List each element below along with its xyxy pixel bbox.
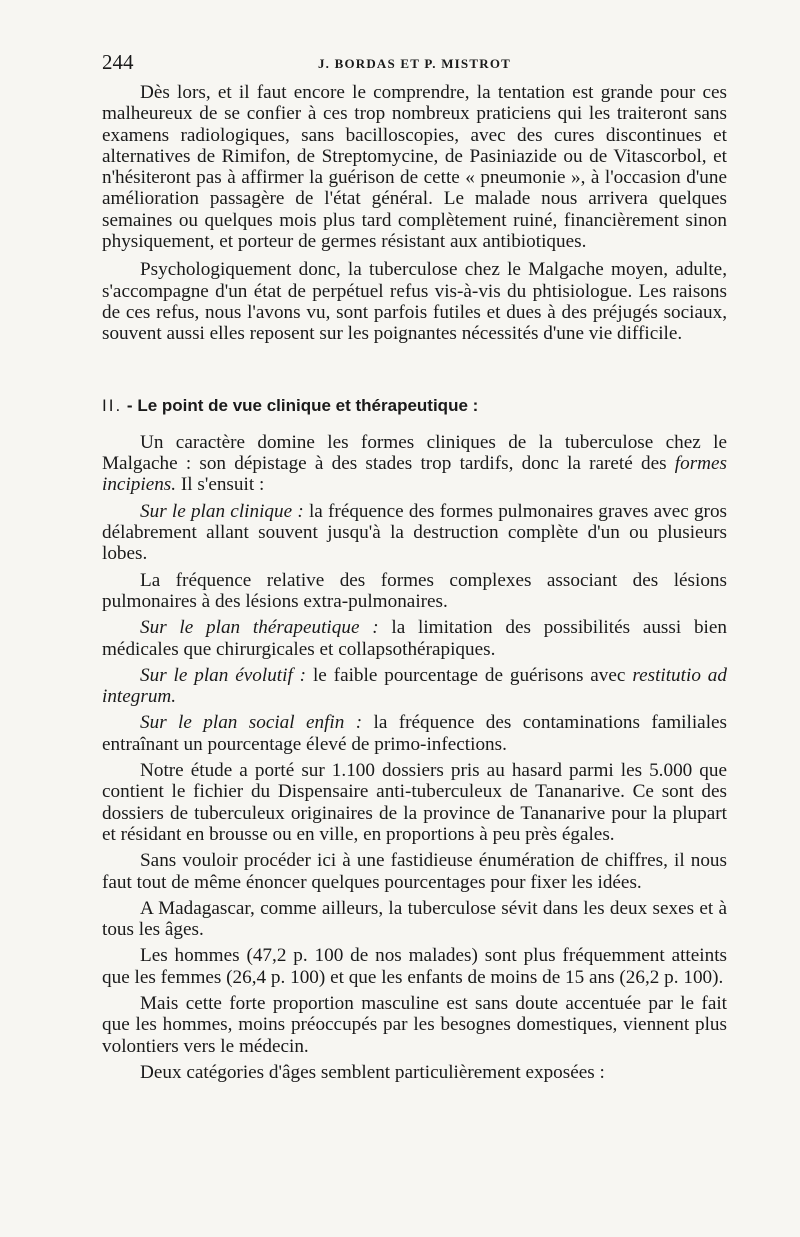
italic-run: Sur le plan clinique :: [140, 500, 304, 522]
italic-run: Sur le plan social enfin :: [140, 712, 363, 734]
page: [102, 50, 727, 1083]
section-paragraph-1: [102, 432, 727, 496]
section-paragraph-9: A Madagascar, comme ailleurs, la tuberculose sévit dans les deux sexes et à tous les âges.: [102, 897, 727, 941]
section-dash: -: [126, 395, 133, 415]
page-header: [102, 50, 727, 82]
section-paragraph-7: Notre étude a porté sur 1.100 dossiers pris au hasard parmi les 5.000 que contient le fichier du Dispensaire anti-tuberculeux de Tananarive. Ce sont des dossiers de tuberculeux originaires de la province de Tananarive pour la plupart et résidant en brousse ou en ville, en proportions à peu près égales.: [102, 760, 727, 845]
text-run: la fréquence des contaminations familiales entraînant un pourcentage élevé de primo-infections.: [102, 712, 728, 755]
section-paragraph-4: [102, 617, 727, 660]
paragraph-1: Dès lors, et il faut encore le comprendre, la tentation est grande pour ces malheureux de se confier à ces trop nombreux praticiens qui les traiteront sans examens radiologiques, sans bacilloscopies, avec des cures discontinues et alternatives de Rimifon, de Streptomycine, de Pasiniazide ou de Vitascorbol, et n'hésiteront pas à affirmer la guérison de cette « pneumonie », à l'occasion d'une amélioration passagère de l'état général. Le malade nous arrivera quelques semaines ou quelques mois plus tard complètement ruiné, financièrement sinon physiquement, et porteur de germes résistant aux antibiotiques.: [102, 82, 727, 253]
text-run: Il s'ensuit :: [176, 474, 265, 496]
running-head: J. BORDAS ET P. MISTROT: [317, 56, 512, 71]
section-paragraph-11: Mais cette forte proportion masculine est sans doute accentuée par le fait que les hommes, moins préoccupés par les besognes domestiques, viennent plus volontiers vers le médecin.: [102, 992, 727, 1057]
section-paragraph-5: [102, 665, 727, 708]
paragraph-2: Psychologiquement donc, la tuberculose chez le Malgache moyen, adulte, s'accompagne d'un état de perpétuel refus vis-à-vis du phtisiologue. Les raisons de ces refus, nous l'avons vu, sont parfois futiles et dues à des préjugés sociaux, souvent aussi elles reposent sur les poignantes nécessités d'une vie difficile.: [102, 259, 727, 345]
italic-run: Sur le plan thérapeutique :: [140, 617, 379, 639]
section-paragraph-10: Les hommes (47,2 p. 100 de nos malades) sont plus fréquemment atteints que les femmes (26,4 p. 100) et que les enfants de moins de 15 ans (26,2 p. 100).: [102, 945, 727, 988]
section-paragraph-12: Deux catégories d'âges semblent particulièrement exposées :: [140, 1061, 605, 1083]
italic-run: formes incipiens.: [102, 453, 727, 496]
text-run: la fréquence des formes pulmonaires graves avec gros délabrement allant souvent jusqu'à la destruction complète d'un ou plusieurs lobes.: [102, 500, 728, 565]
section-number: II.: [102, 395, 123, 415]
page-number: 244: [102, 50, 134, 74]
text-run: la limitation des possibilités aussi bien médicales que chirurgicales et collapsothérapiques.: [102, 617, 727, 660]
italic-run: Sur le plan évolutif :: [140, 664, 307, 686]
text-run: Un caractère domine les formes cliniques de la tuberculose chez le Malgache : son dépistage à des stades trop tardifs, donc la rareté des: [102, 431, 727, 475]
section-title: Le point de vue clinique et thérapeutique :: [137, 395, 479, 415]
section-paragraph-3: La fréquence relative des formes complexes associant des lésions pulmonaires à des lésions extra-pulmonaires.: [102, 569, 727, 612]
text-run: le faible pourcentage de guérisons avec: [306, 664, 633, 686]
section-paragraph-2: [102, 501, 727, 565]
italic-run: restitutio ad integrum.: [102, 664, 727, 708]
section-paragraph-8: Sans vouloir procéder ici à une fastidieuse énumération de chiffres, il nous faut tout de même énoncer quelques pourcentages pour fixer les idées.: [102, 850, 727, 893]
section-paragraph-6: [102, 712, 727, 755]
section-heading: [102, 395, 727, 416]
